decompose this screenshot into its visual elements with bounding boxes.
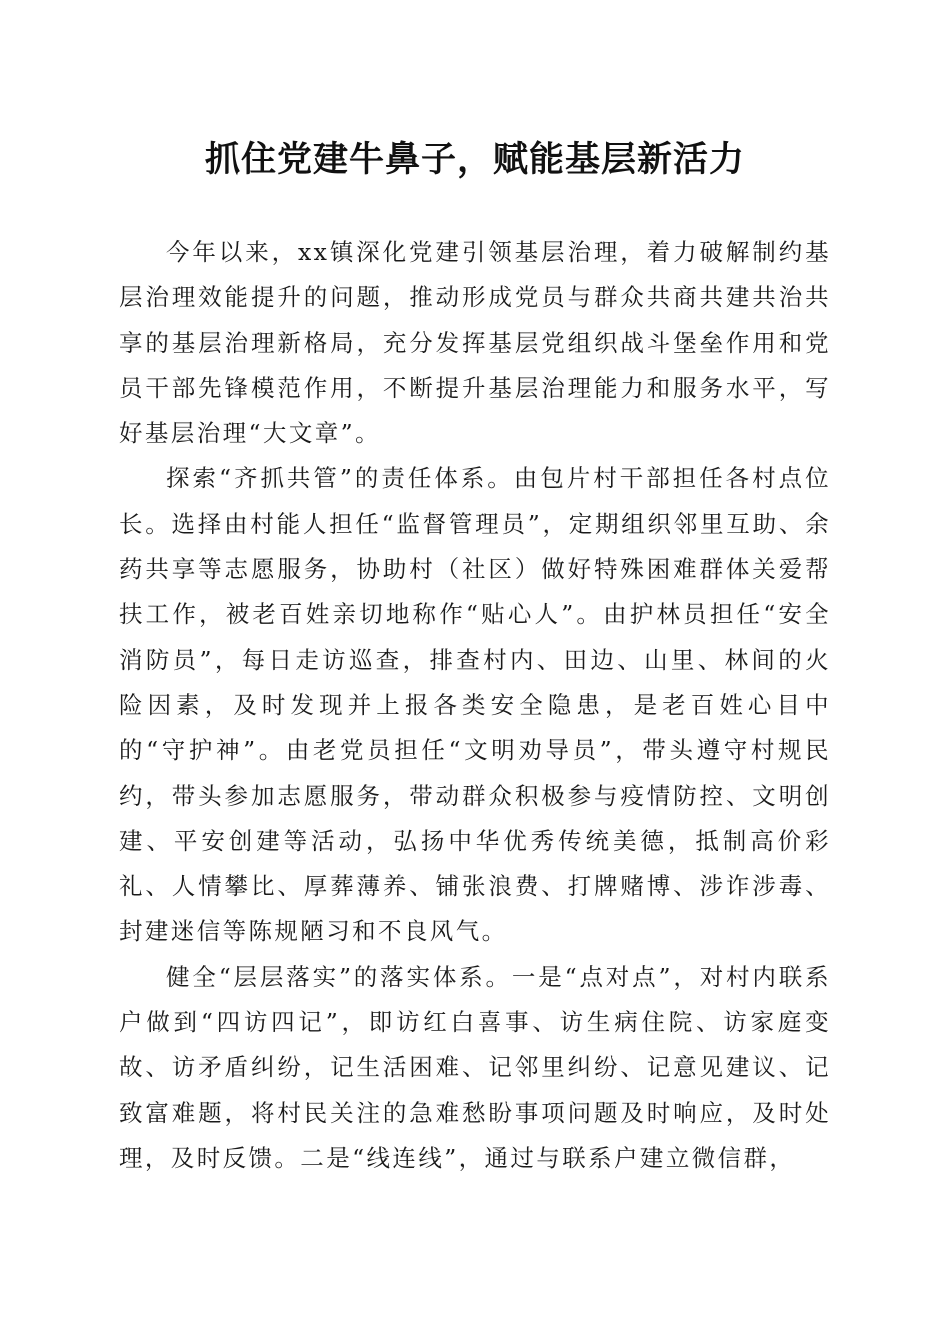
- document-body: [119, 230, 831, 1181]
- paragraph-responsibility-system: 探索“齐抓共管”的责任体系。由包片村干部担任各村点位长。选择由村能人担任“监督管理员”，定期组织邻里互助、余药共享等志愿服务，协助村（社区）做好特殊困难群体关爱帮扶工作，被老百姓亲切地称作“贴心人”。由护林员担任“安全消防员”，每日走访巡查，排查村内、田边、山里、林间的火险因素，及时发现并上报各类安全隐患，是老百姓心目中的“守护神”。由老党员担任“文明劝导员”，带头遵守村规民约，带头参加志愿服务，带动群众积极参与疫情防控、文明创建、平安创建等活动，弘扬中华优秀传统美德，抵制高价彩礼、人情攀比、厚葬薄养、铺张浪费、打牌赌博、涉诈涉毒、封建迷信等陈规陋习和不良风气。: [119, 464, 831, 946]
- paragraph-implementation-system: 健全“层层落实”的落实体系。一是“点对点”，对村内联系户做到“四访四记”，即访红白喜事、访生病住院、访家庭变故、访矛盾纠纷，记生活困难、记邻里纠纷、记意见建议、记致富难题，将村民关注的急难愁盼事项问题及时响应，及时处理，及时反馈。二是“线连线”，通过与联系户建立微信群，: [119, 962, 831, 1172]
- page-title: 抓住党建牛鼻子，赋能基层新活力: [204, 139, 745, 180]
- paragraph-intro: 今年以来，xx镇深化党建引领基层治理，着力破解制约基层治理效能提升的问题，推动形成党员与群众共商共建共治共享的基层治理新格局，充分发挥基层党组织战斗堡垒作用和党员干部先锋模范作用，不断提升基层治理能力和服务水平，写好基层治理“大文章”。: [119, 238, 831, 448]
